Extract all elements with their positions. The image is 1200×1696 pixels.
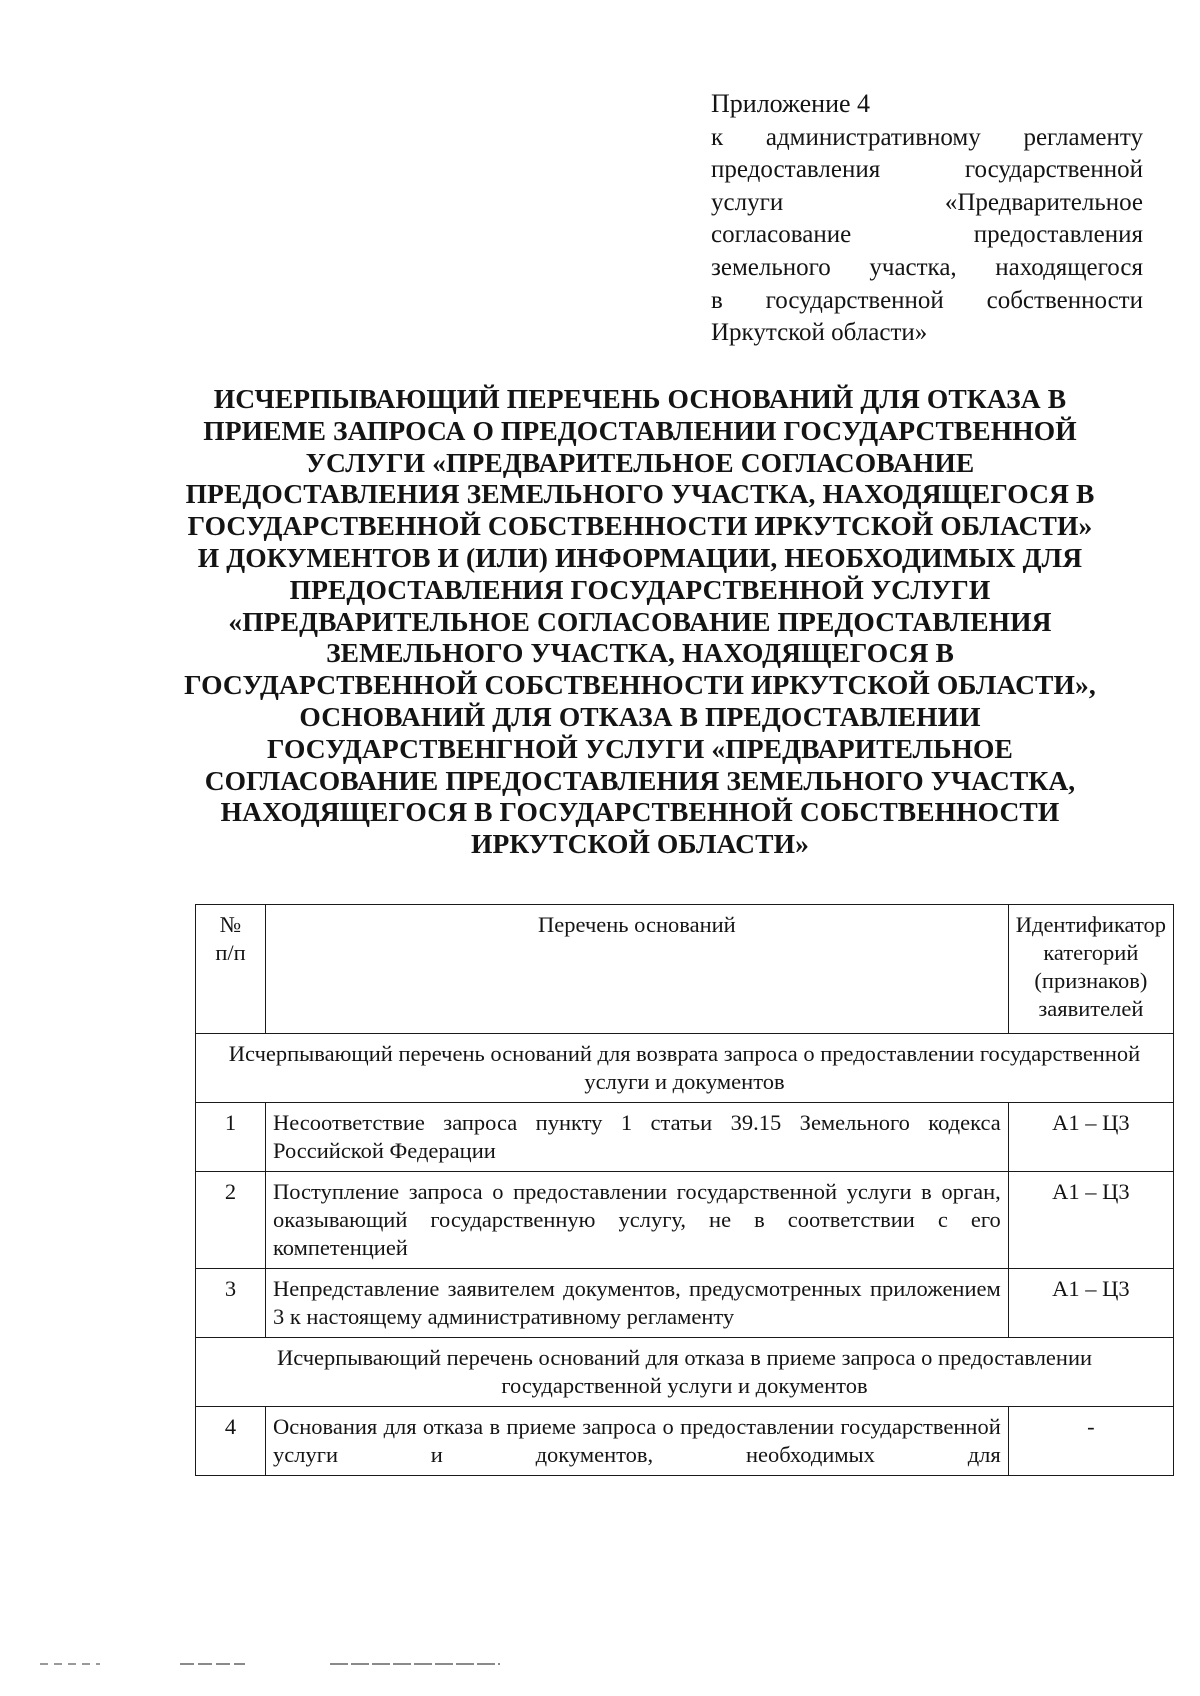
row-identifier: А1 – Ц3: [1008, 1269, 1173, 1338]
row-text: Несоответствие запроса пункту 1 статьи 39.15 Земельного кодекса Российской Федерации: [266, 1103, 1009, 1172]
table-row: [196, 1172, 1174, 1269]
title-line: СОГЛАСОВАНИЕ ПРЕДОСТАВЛЕНИЯ ЗЕМЕЛЬНОГО УЧАСТКА,: [204, 764, 1076, 796]
row-text: Основания для отказа в приеме запроса о предоставлении государственной услуги и документов, необходимых для: [266, 1407, 1009, 1476]
row-identifier: А1 – Ц3: [1008, 1103, 1173, 1172]
title-line: ПРЕДОСТАВЛЕНИЯ ГОСУДАРСТВЕННОЙ УСЛУГИ: [289, 573, 991, 605]
title-line: «ПРЕДВАРИТЕЛЬНОЕ СОГЛАСОВАНИЕ ПРЕДОСТАВЛЕНИЯ: [228, 605, 1052, 637]
title-line: УСЛУГИ «ПРЕДВАРИТЕЛЬНОЕ СОГЛАСОВАНИЕ: [305, 446, 975, 478]
section-row: [196, 1034, 1174, 1103]
row-number: 4: [196, 1407, 266, 1476]
table-row: [196, 1407, 1174, 1476]
title-line: НАХОДЯЩЕГОСЯ В ГОСУДАРСТВЕННОЙ СОБСТВЕННОСТИ: [220, 796, 1060, 828]
header-number-label: п/п: [215, 940, 246, 965]
section-heading: Исчерпывающий перечень оснований для отказа в приеме запроса о предоставлении государственной услуги и документов: [196, 1338, 1174, 1407]
title-line: ГОСУДАРСТВЕННОЙ СОБСТВЕННОСТИ ИРКУТСКОЙ ОБЛАСТИ»: [187, 510, 1093, 542]
row-text: Поступление запроса о предоставлении государственной услуги в орган, оказывающий государственную услугу, не в соответствии с его компетенцией: [266, 1172, 1009, 1269]
appendix-line: Иркутской области»: [711, 319, 928, 347]
appendix-line: предоставления государственной: [711, 156, 1143, 184]
title-line: ОСНОВАНИЙ ДЛЯ ОТКАЗА В ПРЕДОСТАВЛЕНИИ: [299, 700, 981, 732]
title-line: ЗЕМЕЛЬНОГО УЧАСТКА, НАХОДЯЩЕГОСЯ В: [326, 637, 954, 669]
header-reasons: Перечень оснований: [266, 905, 1009, 1034]
appendix-header: [711, 88, 1143, 350]
title-line: ИРКУТСКОЙ ОБЛАСТИ»: [471, 828, 809, 860]
section-heading: Исчерпывающий перечень оснований для возврата запроса о предоставлении государственной услуги и документов: [196, 1034, 1174, 1103]
header-identifier-line: заявителей: [1038, 996, 1144, 1021]
appendix-line: согласование предоставления: [711, 221, 1143, 249]
table-row: [196, 1269, 1174, 1338]
appendix-line: в государственной собственности: [711, 286, 1143, 314]
title-line: ПРЕДОСТАВЛЕНИЯ ЗЕМЕЛЬНОГО УЧАСТКА, НАХОДЯЩЕГОСЯ В: [185, 478, 1095, 510]
title-line: ПРИЕМЕ ЗАПРОСА О ПРЕДОСТАВЛЕНИИ ГОСУДАРСТВЕННОЙ: [203, 414, 1077, 446]
row-number: 1: [196, 1103, 266, 1172]
header-identifier-line: Идентификатор: [1015, 912, 1166, 937]
title-line: ГОСУДАРСТВЕНГНОЙ УСЛУГИ «ПРЕДВАРИТЕЛЬНОЕ: [267, 732, 1013, 764]
header-identifier-line: категорий: [1043, 940, 1139, 965]
header-identifier-line: (признаков): [1034, 968, 1148, 993]
row-number: 2: [196, 1172, 266, 1269]
grounds-table: [195, 904, 1174, 1476]
row-identifier: А1 – Ц3: [1008, 1172, 1173, 1269]
appendix-line: к административному регламенту: [711, 123, 1143, 151]
row-identifier: -: [1008, 1407, 1173, 1476]
row-text: Непредставление заявителем документов, предусмотренных приложением 3 к настоящему административному регламенту: [266, 1269, 1009, 1338]
title-line: ГОСУДАРСТВЕННОЙ СОБСТВЕННОСТИ ИРКУТСКОЙ ОБЛАСТИ»,: [184, 669, 1096, 701]
appendix-line: земельного участка, находящегося: [711, 253, 1143, 281]
title-line: И ДОКУМЕНТОВ И (ИЛИ) ИНФОРМАЦИИ, НЕОБХОДИМЫХ ДЛЯ: [197, 541, 1083, 573]
row-number: 3: [196, 1269, 266, 1338]
table-header-row: [196, 905, 1174, 1034]
title-line: ИСЧЕРПЫВАЮЩИЙ ПЕРЕЧЕНЬ ОСНОВАНИЙ ДЛЯ ОТКАЗА В: [213, 383, 1067, 414]
header-identifier: [1008, 905, 1173, 1034]
appendix-number: Приложение 4: [711, 89, 871, 118]
appendix-line: услуги «Предварительное: [711, 188, 1143, 216]
table-row: [196, 1103, 1174, 1172]
header-number: [196, 905, 266, 1034]
section-row: [196, 1338, 1174, 1407]
scan-artifact-dashes: [40, 1662, 500, 1666]
document-title: [150, 383, 1130, 860]
header-number-symbol: №: [219, 912, 242, 937]
